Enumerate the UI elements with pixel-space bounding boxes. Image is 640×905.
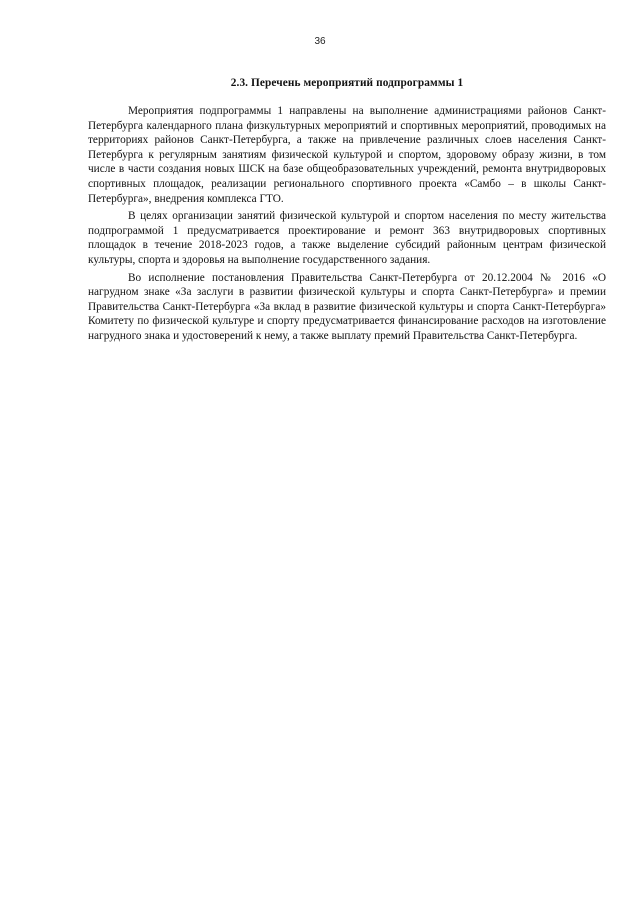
page-number: 36: [314, 36, 326, 47]
paragraph-awards: Во исполнение постановления Правительства Санкт-Петербурга от 20.12.2004 № 2016 «О нагрудном знаке «За заслуги в развитии физической культуры и спорта Санкт-Петербурга» и премии Правительства Санкт-Петербурга «За вклад в развитие физической культуры и спорта Санкт-Петербурга» Комитету по физической культуре и спорту предусматривается финансирование расходов на изготовление нагрудного знака и удостоверений к нему, а также выплату премий Правительства Санкт-Петербурга.: [88, 271, 606, 342]
paragraph-sports-grounds: В целях организации занятий физической культурой и спортом населения по месту жительства подпрограммой 1 предусматривается проектирование и ремонт 363 внутридворовых спортивных площадок в течение 2018-2023 годов, а также выделение субсидий районным центрам физической культуры, спорта и здоровья на выполнение государственного задания.: [88, 210, 606, 266]
body-text: [88, 104, 606, 347]
section-title: 2.3. Перечень мероприятий подпрограммы 1: [230, 77, 464, 89]
paragraph-measures: Мероприятия подпрограммы 1 направлены на выполнение администрациями районов Санкт-Петербурга календарного плана физкультурных мероприятий и спортивных мероприятий, проводимых на территориях районов Санкт-Петербурга, а также на привлечение различных слоев населения Санкт-Петербурга к регулярным занятиям физической культурой и спортом, здоровому образу жизни, в том числе в части создания новых ШСК на базе общеобразовательных учреждений, ремонта внутридворовых спортивных площадок, реализации регионального спортивного проекта «Самбо – в школы Санкт-Петербурга», внедрения комплекса ГТО.: [88, 105, 606, 205]
